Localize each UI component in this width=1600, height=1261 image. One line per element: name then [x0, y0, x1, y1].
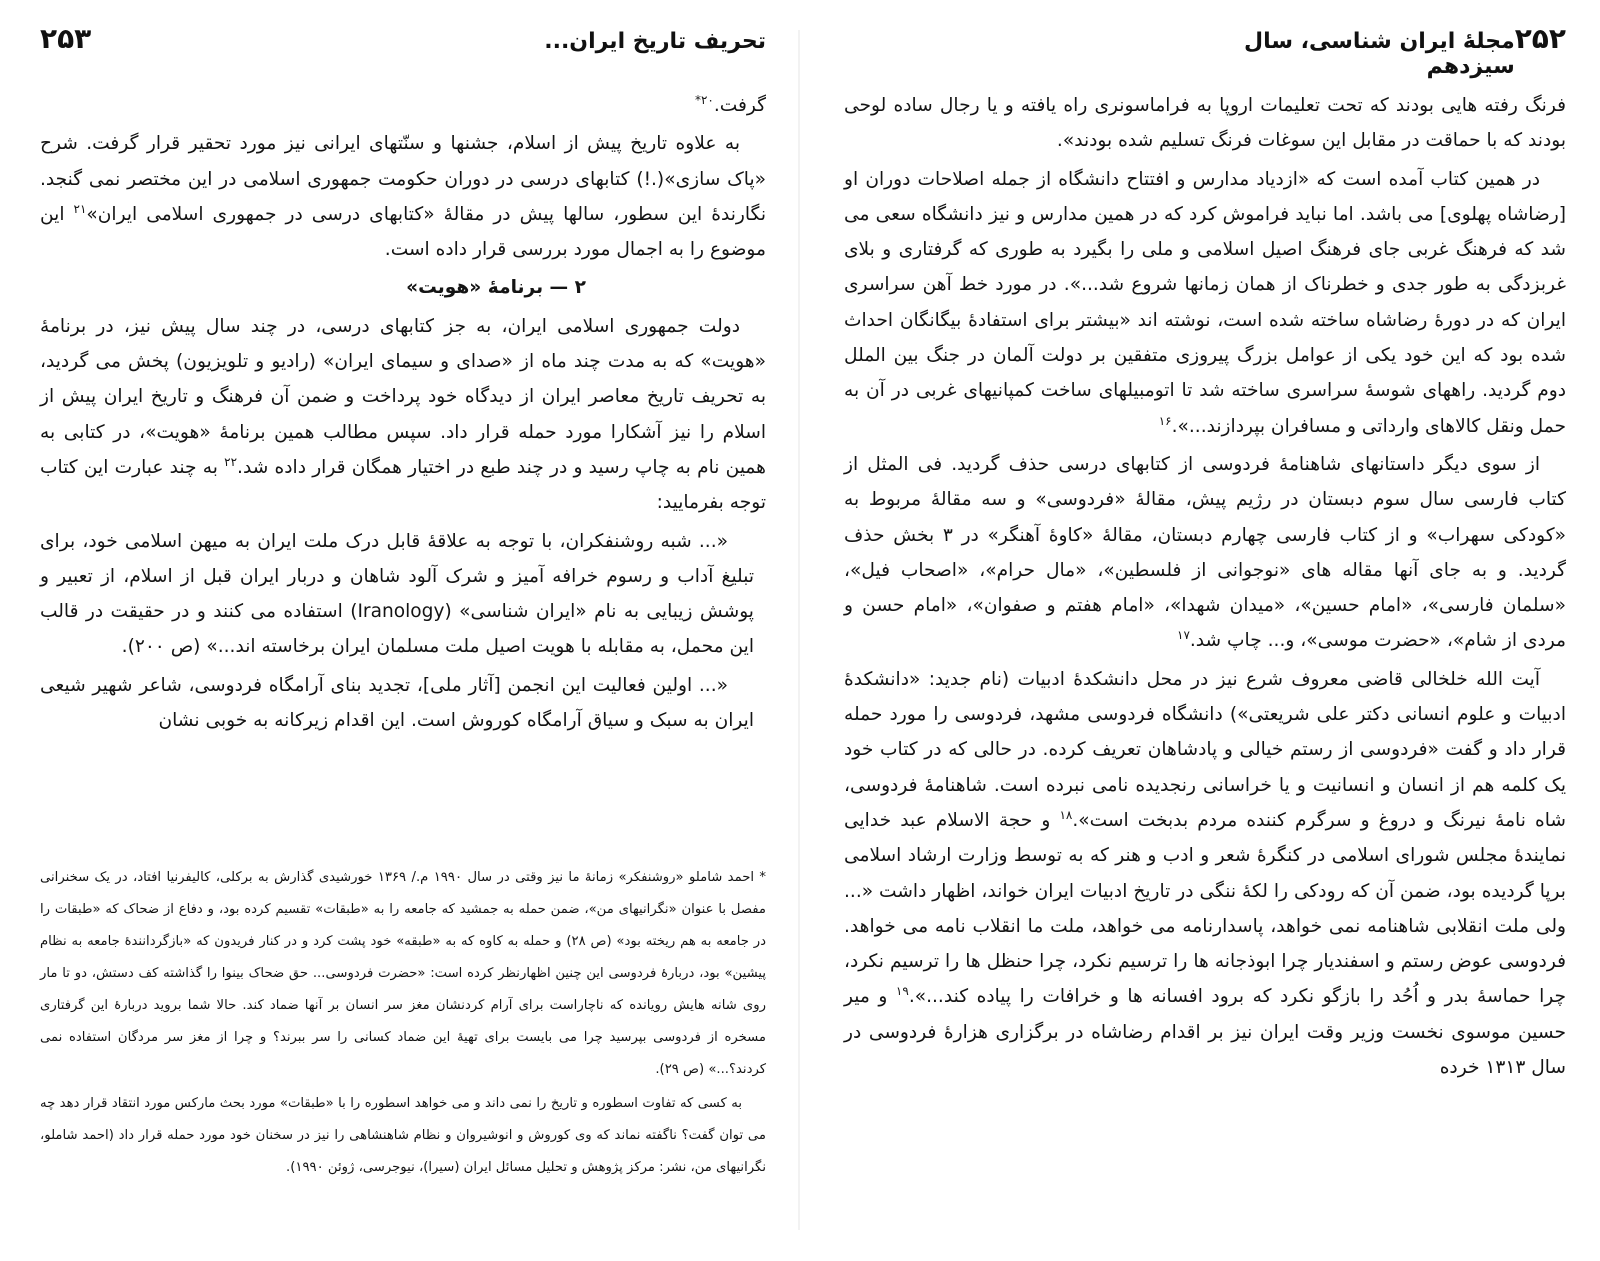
right-page: [800, 0, 1600, 1261]
paragraph: [40, 309, 766, 521]
paragraph-text: به علاوه تاریخ پیش از اسلام، جشنها و سنّتهای ایرانی نیز مورد تحقیر قرار گرفت. شرح «پاک سازی»(.!) کتابهای درسی در دوران حکومت جمهوری اسلامی در این مختصر نمی گنجد. نگارندهٔ این سطور، سالها پیش در مقالهٔ «کتابهای درسی در جمهوری اسلامی ایران»: [40, 133, 766, 225]
section-heading: ۲ — برنامهٔ «هویت»: [406, 277, 586, 299]
paragraph-text: در همین کتاب آمده است که «ازدیاد مدارس و افتتاح دانشگاه از جمله اصلاحات دوران او [رضاشاه پهلوی] می باشد. اما نباید فراموش کرد که در همین مدارس و نیز دانشگاه سعی می شد که فرهنگ غربی جای فرهنگ اصیل اسلامی و ملی را بگیرد به طوری که گرفتاری و بلای غربزدگی به طور جدی و خطرناک از همان زمانها شروع شد...». در مورد خط آهن سراسری ایران که در دورهٔ رضاشاه ساخته شده است، نوشته اند «بیشتر برای استفادهٔ بیگانگان احداث شده بود که این خود یکی از عوامل بزرگ پیروزی متفقین بر دولت آلمان در جنگ بین الملل دوم گردید. راههای شوسهٔ سراسری ساخته شد تا اتومبیلهای ساخت کمپانیهای غربی در آن به حمل ونقل کالاهای وارداتی و مسافران بپردازند...».: [844, 168, 1566, 437]
paragraph: [40, 88, 766, 123]
paragraph-text: آیت الله خلخالی قاضی معروف شرع نیز در محل دانشکدهٔ ادبیات (نام جدید: «دانشکدهٔ ادبیات و علوم انسانی دکتر علی شریعتی») دانشگاه فردوسی مشهد، فردوسی را مورد حمله قرار داد و گفت «فردوسی از رستم خیالی و پادشاهان تعریف کرده. در حالی که در کتاب خود یک کلمه هم از انسان و انسانیت و یا خراسانی رنجدیده نامی نبرده است. شاهنامهٔ فردوسی، شاه نامهٔ نیرنگ و دروغ و سرگرم کننده مردم بدبخت است».: [844, 668, 1566, 831]
quote-paragraph: «... شبه روشنفکران، با توجه به علاقهٔ قابل درک ملت ایران به میهن اسلامی خود، برای تبلیغ آداب و رسوم خرافه آمیز و شرک آلود شاهان و دربار ایران قبل از اسلام، از تعبیر و پوشش زیبایی به نام «ایران شناسی» (Iranology) استفاده می کنند و در حقیقت در قالب این محمل، به مقابله با هویت اصیل ملت مسلمان ایران برخاسته اند...» (ص ۲۰۰).: [40, 530, 754, 658]
paragraph-text: این موضوع را به اجمال مورد بررسی قرار داده است.: [40, 203, 766, 261]
paragraph-text: گرفت.: [713, 95, 766, 116]
right-page-body: [844, 88, 1566, 1085]
paragraph: فرنگ رفته هایی بودند که تحت تعلیمات اروپا به فراماسونری راه یافته و یا رجال ساده لوحی بودند که با حماقت در مقابل این سوغات فرنگ تسلیم شده بودند».: [844, 95, 1566, 152]
footnote-marker: ۱۸: [1059, 807, 1073, 822]
paragraph-text: از سوی دیگر داستانهای شاهنامهٔ فردوسی از کتابهای درسی حذف گردید. فی المثل از کتاب فارسی سال سوم دبستان در رژیم پیش، مقالهٔ «فردوسی» و سه مقالهٔ مربوط به «کودکی سهراب» و از کتاب فارسی چهارم دبستان، مقالهٔ «کاوهٔ آهنگر» در ۳ بخش حذف گردید. و به جای آنها مقاله های «نوجوانی از فلسطین»، «مال حرام»، «اصحاب فیل»، «سلمان فارسی»، «امام حسین»، «میدان شهدا»، «امام هفتم و صفوان»، «امام حسن و مردی از شام»، «حضرت موسی»، و... چاپ شد.: [844, 453, 1566, 652]
left-page-header: [40, 22, 766, 74]
paragraph-text: و میر حسین موسوی نخست وزیر وقت ایران نیز بر اقدام رضاشاه در برگزاری هزارهٔ فردوسی در سال ۱۳۱۳ خرده: [844, 986, 1566, 1079]
running-title: مجلهٔ ایران شناسی، سال سیزدهم: [1244, 29, 1515, 79]
footnotes: [40, 862, 766, 1186]
quote-paragraph: «... اولین فعالیت این انجمن [آثار ملی]، تجدید بنای آرامگاه فردوسی، شاعر شهیر شیعی ایران به سبک و سیاق آرامگاه کوروش است. این اقدام زیرکانه به خوبی نشان: [40, 674, 754, 732]
page-number: ۲۵۲: [1514, 22, 1566, 55]
footnote-marker: ۲۲: [224, 454, 238, 469]
footnote-marker: ۱۷: [1177, 628, 1190, 643]
left-page-body: [40, 88, 766, 738]
paragraph: [844, 162, 1566, 444]
paragraph: [844, 447, 1566, 659]
footnote-marker: ۲۱: [73, 201, 87, 216]
paragraph: [40, 126, 766, 267]
paragraph-text: به چند عبارت این کتاب توجه بفرمایید:: [40, 456, 766, 514]
running-title: تحریف تاریخ ایران...: [544, 29, 766, 54]
right-page-header: [844, 22, 1566, 79]
footnote: * احمد شاملو «روشنفکر» زمانهٔ ما نیز وقتی در سال ۱۹۹۰ م./ ۱۳۶۹ خورشیدی گذارش به برکلی، کالیفرنیا افتاد، در یک سخنرانی مفصل با عنوان «نگرانیهای من»، ضمن حمله به جمشید که جامعه را به «طبقات» تقسیم کرده بود، و دفاع از ضحاک که «طبقات را در جامعه به هم ریخته بود» (ص ۲۸) و حمله به کاوه که به «طبقه» خود پشت کرد و در کنار فریدون که «بازگردانندهٔ جامعه به نظام پیشین» بود، دربارهٔ فردوسی این چنین اظهارنظر کرده است: «حضرت فردوسی... حق ضحاک بینوا را گذاشته کف دستش، دو تا مار روی شانه هایش رویانده که ناچاراست برای آرام کردنشان مغز سر انسان بر آنها ضماد کند. حالا شما بروید دربارهٔ این گرفتاری مسخره از فردوسی بپرسید چرا می بایست برای تهیهٔ این ضماد کسانی را سر ببرند؟ و چرا از مغز سر مردگان استفاده نمی کردند؟...» (ص ۲۹).: [40, 870, 766, 1077]
footnote-marker: ۱۶: [1158, 413, 1172, 428]
paragraph-text: و حجة الاسلام عبد خدایی نمایندهٔ مجلس شورای اسلامی در کنگرهٔ شعر و ادب و هنر که به توسط وزارت ارشاد اسلامی برپا گردیده بود، ضمن آن که رودکی را لکهٔ ننگی در تاریخ ادبیات ایران خواند، اظهار داشت «... ولی ملت انقلابی شاهنامه نمی خواهد، پاسدارنامه می خواهد، ملت ما انقلاب نامه می خواهد. فردوسی عوض رستم و اسفندیار چرا ابوذجانه ها را ترسیم نکرد، چرا حنظل ها را ترسیم نکرد، چرا حماسهٔ بدر و اُحُد را بازگو نکرد که برود افسانه ها و خرافات را پیاده کند...».: [844, 809, 1566, 1008]
paragraph-text: دولت جمهوری اسلامی ایران، به جز کتابهای درسی، در چند سال پیش نیز، در برنامهٔ «هویت» که به مدت چند ماه از «صدای و سیمای ایران» (رادیو و تلویزیون) پخش می گردید، به تحریف تاریخ معاصر ایران از دیدگاه خود پرداخت و ضمن آن فرهنگ و تاریخ ایران پیش از اسلام را نیز آشکارا مورد حمله قرار داد. سپس مطالب همین برنامهٔ «هویت»، در کتابی به همین نام به چاپ رسید و در چند طبع در اختیار همگان قرار داده شد.: [40, 315, 766, 478]
paragraph: [844, 662, 1566, 1086]
footnote-marker: ۱۹: [895, 984, 909, 999]
page-number: ۲۵۳: [40, 22, 92, 55]
footnote-marker: ۲۰*: [694, 92, 714, 107]
footnote: به کسی که تفاوت اسطوره و تاریخ را نمی داند و می خواهد اسطوره را با «طبقات» مورد بحث مارکس مورد انتقاد قرار دهد چه می توان گفت؟ ناگفته نماند که وی کوروش و انوشیروان و نظام شاهنشاهی را نیز در سخنان خود مورد حمله قرار داد (احمد شاملو، نگرانیهای من، نشر: مرکز پژوهش و تحلیل مسائل ایران (سیرا)، نیوجرسی، ژوئن ۱۹۹۰).: [40, 1096, 766, 1175]
